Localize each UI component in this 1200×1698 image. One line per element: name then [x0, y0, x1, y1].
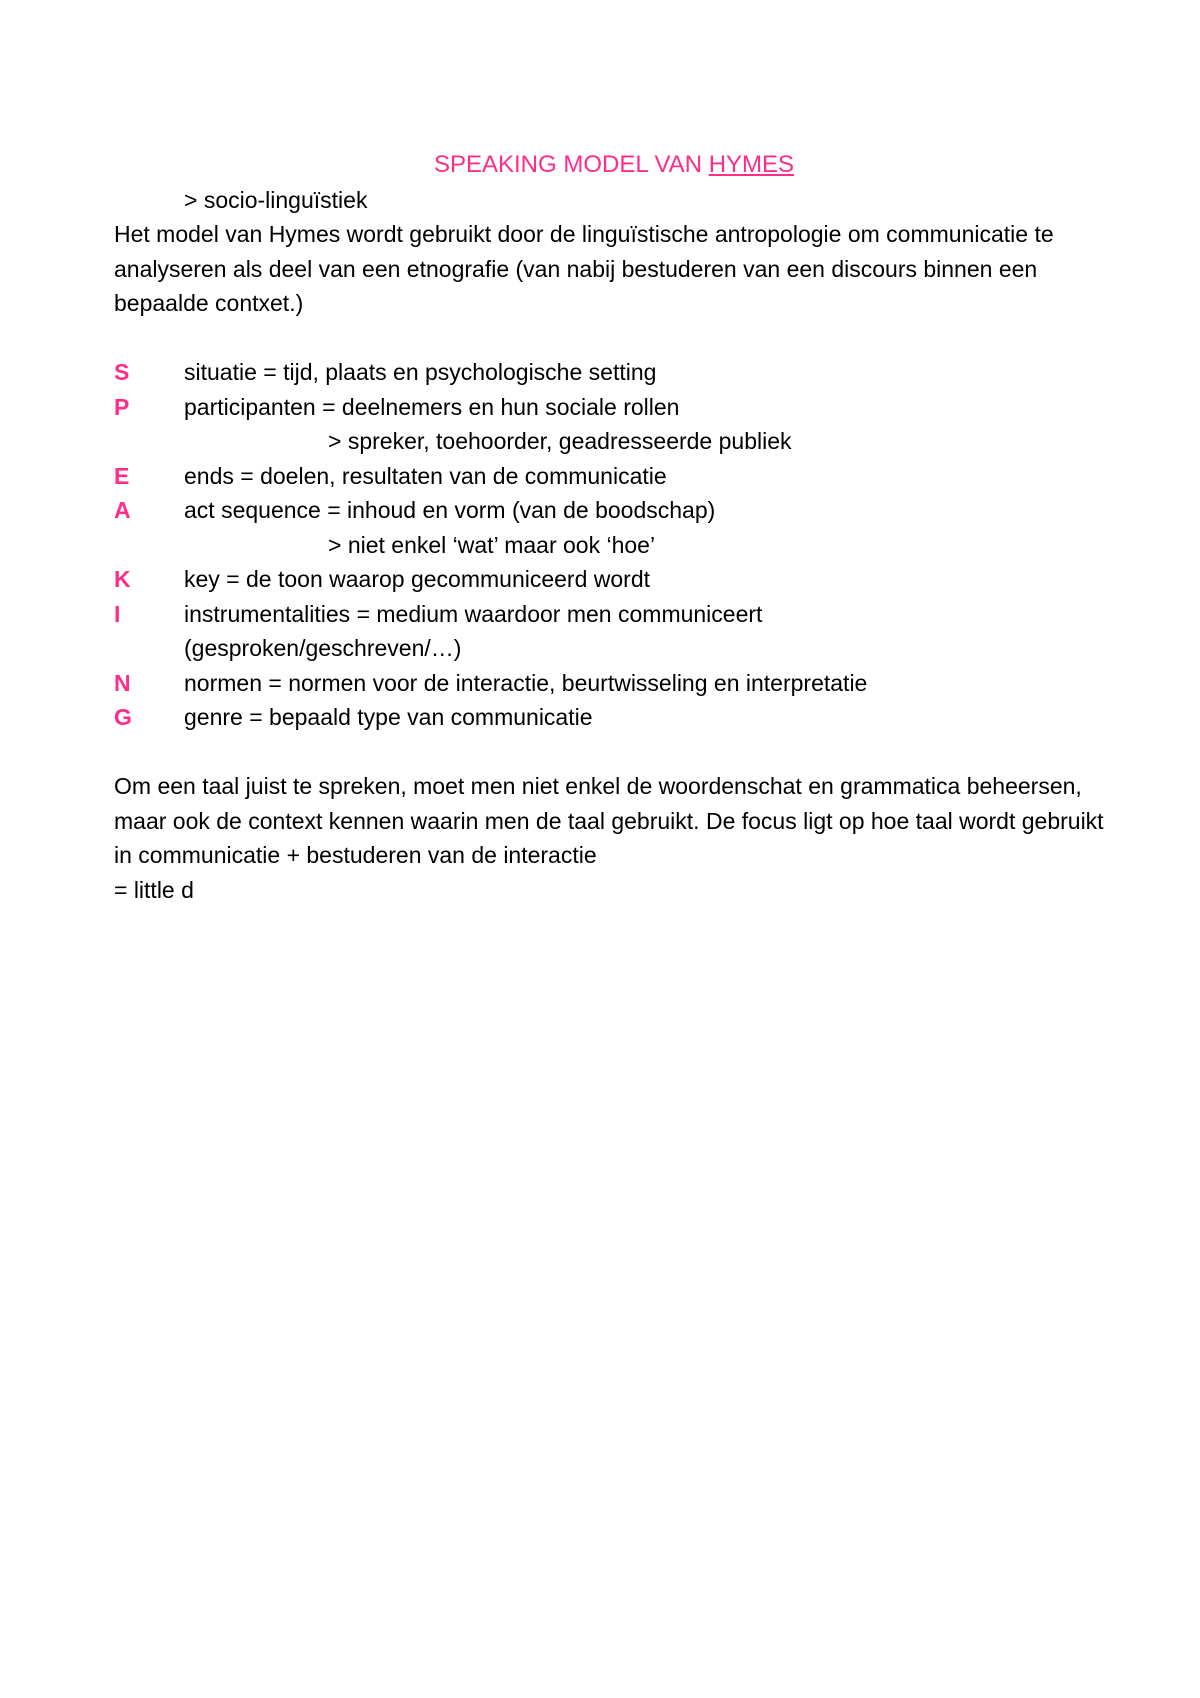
- item-text: participanten = deelnemers en hun sociale rollen: [184, 393, 680, 420]
- item-letter: S: [114, 359, 130, 385]
- item-text: act sequence = inhoud en vorm (van de boodschap): [184, 497, 716, 523]
- document-body: [114, 148, 1104, 907]
- list-item: [114, 562, 1104, 597]
- item-text: situatie = tijd, plaats en psychologische setting: [184, 359, 657, 385]
- spacer: [114, 321, 1104, 356]
- list-item: [114, 700, 1104, 735]
- list-item: [114, 493, 1104, 528]
- item-letter: A: [114, 497, 131, 523]
- list-item: [114, 459, 1104, 494]
- final-line: = little d: [114, 876, 194, 903]
- item-letter: P: [114, 393, 130, 420]
- title-underlined: HYMES: [708, 151, 795, 178]
- item-note: > niet enkel ‘wat’ maar ook ‘hoe’: [328, 531, 656, 558]
- list-item: [114, 390, 1104, 425]
- list-item: [114, 597, 1104, 632]
- item-letter: I: [114, 600, 121, 627]
- document-title: [114, 148, 1104, 183]
- intro-paragraph: Het model van Hymes wordt gebruikt door de linguïstische antropologie om communicatie te analyseren als deel van een etnografie (van nabij bestuderen van een discours binnen een bepaalde contxet.): [114, 221, 1054, 316]
- list-item: [114, 355, 1104, 390]
- list-item: [114, 666, 1104, 701]
- item-letter: G: [114, 704, 132, 730]
- title-main: SPEAKING MODEL VAN: [433, 151, 709, 178]
- item-text: ends = doelen, resultaten van de communicatie: [184, 462, 667, 489]
- item-continuation: (gesproken/geschreven/…): [184, 635, 462, 661]
- speaking-list: [114, 355, 1104, 735]
- item-note: > spreker, toehoorder, geadresseerde publiek: [328, 428, 792, 454]
- item-letter: E: [114, 462, 130, 489]
- item-text: normen = normen voor de interactie, beurtwisseling en interpretatie: [184, 669, 868, 696]
- item-letter: K: [114, 566, 131, 592]
- item-letter: N: [114, 669, 131, 696]
- spacer: [114, 735, 1104, 770]
- item-text: key = de toon waarop gecommuniceerd wordt: [184, 566, 651, 592]
- subtitle: > socio-linguïstiek: [184, 186, 368, 213]
- item-text: instrumentalities = medium waardoor men communiceert: [184, 600, 763, 627]
- item-text: genre = bepaald type van communicatie: [184, 704, 593, 730]
- conclusion-paragraph: Om een taal juist te spreken, moet men niet enkel de woordenschat en grammatica beheersen, maar ook de context kennen waarin men de taal gebruikt. De focus ligt op hoe taal wordt gebruikt in communicatie + bestuderen van de interactie: [114, 773, 1104, 868]
